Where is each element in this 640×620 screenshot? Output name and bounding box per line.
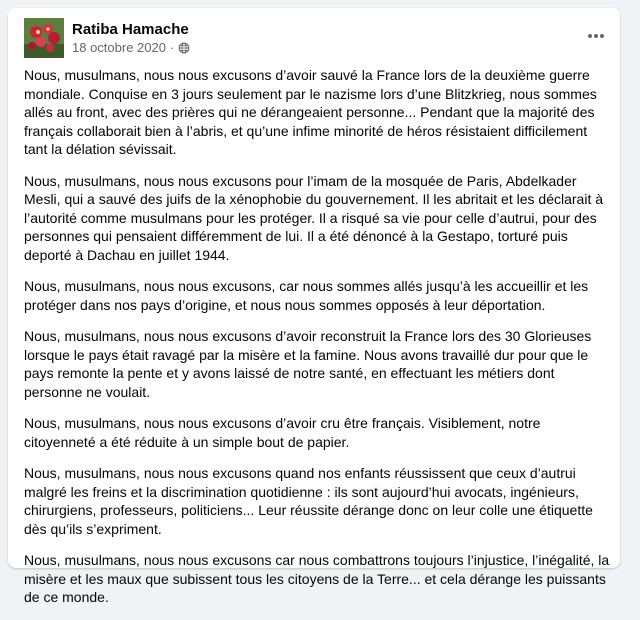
post-body [24,66,610,620]
post-meta [72,20,190,56]
post-paragraph-1: Nous, musulmans, nous nous excusons d’avoir sauvé la France lors de la deuxième guerre mondiale. Conquise en 3 jours seulement par le nazisme lors d’une Blitzkrieg, nous sommes allés au front, avec des prières qui ne dérangeaient personne... Pendant que la majorité des français collaborait bien à l’abris, et qu’une infime minorité de héros résistaient difficilement tant la délation sévissait. [24,67,597,157]
post-paragraph-4: Nous, musulmans, nous nous excusons d’avoir reconstruit la France lors des 30 Glorieuses lorsque le pays était ravagé par la misère et la famine. Nous avons travaillé dur pour que le pays remonte la pente et y avons laissé de notre santé, en effectuant les métiers dont personne ne voulait. [24,328,592,400]
more-dots-icon [586,26,606,46]
post-paragraph-3: Nous, musulmans, nous nous excusons, car nous sommes allés jusqu’à les accueillir et les protéger dans nos pays d’origine, et nous nous sommes opposés à leur déportation. [24,278,589,313]
post-paragraph-6: Nous, musulmans, nous nous excusons quand nos enfants réussissent que ceux d’autrui malgré les freins et la discrimination quotidienne : ils sont aujourd’hui avocats, ingénieurs, chirurgiens, professeurs, politiciens... Leur réussite dérange donc on leur colle une étiquette dès qu’ils s’expriment. [24,465,593,537]
author-avatar[interactable] [24,18,64,58]
post-paragraph-2: Nous, musulmans, nous nous excusons pour l’imam de la mosquée de Paris, Abdelkader Mesli, qui a sauvé des juifs de la xénophobie du gouvernement. Il les abritait et les déclarait à l’autorité comme musulmans pour les protéger. Il a risqué sa vie pour celle d’autrui, pour des personnes qui pensaient différemment de lui. Il a été dénoncé à la Gestapo, torturé puis deporté à Dachau en juillet 1944. [24,172,604,263]
post-header [24,16,190,60]
post-paragraph-5: Nous, musulmans, nous nous excusons d’avoir cru être français. Visiblement, notre citoyenneté a été réduite à un simple bout de papier. [24,415,541,450]
meta-separator: · [169,40,175,55]
avatar-flowers-image [24,18,64,58]
post-paragraph-7: Nous, musulmans, nous nous excusons car nous combattrons toujours l’injustice, l’inégalité, la misère et les maux que subissent tous les citoyens de la Terre... et cela dérange les puissants de ce monde. [24,552,610,605]
more-options-button[interactable] [580,20,612,52]
post-date[interactable]: 18 octobre 2020 [72,40,166,55]
post-card [8,8,620,605]
post-subline [72,40,190,56]
globe-icon[interactable] [178,42,190,54]
author-name[interactable]: Ratiba Hamache [72,21,189,38]
